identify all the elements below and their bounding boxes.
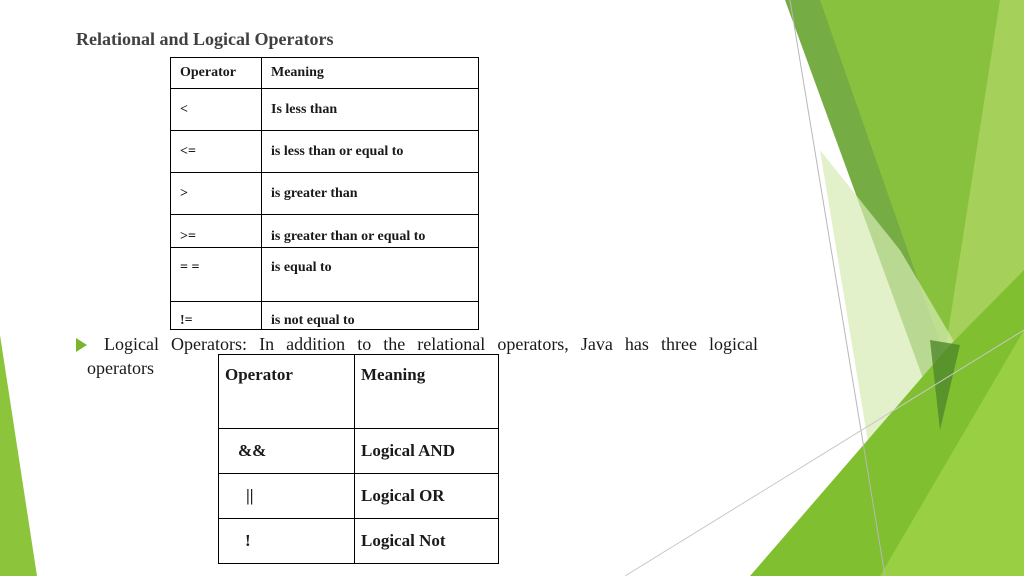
meaning-cell: is less than or equal to (262, 131, 479, 173)
header-operator: Operator (171, 58, 262, 89)
table-row (171, 131, 479, 173)
operator-cell: <= (171, 131, 262, 173)
table-row (219, 519, 499, 564)
bullet-text-line-1: Logical Operators: In addition to the relational operators, Java has three logical (104, 334, 758, 354)
meaning-cell: is greater than (262, 173, 479, 215)
operator-cell: && (219, 429, 355, 474)
table-row (171, 173, 479, 215)
meaning-cell: Logical AND (355, 429, 499, 474)
relational-operators-table (170, 57, 479, 330)
operator-cell: = = (171, 248, 262, 302)
table-row (171, 89, 479, 131)
table-row (171, 302, 479, 330)
operator-cell: < (171, 89, 262, 131)
meaning-cell: Is less than (262, 89, 479, 131)
table-row (171, 248, 479, 302)
header-operator: Operator (219, 355, 355, 429)
meaning-cell: Logical OR (355, 474, 499, 519)
table-row (171, 215, 479, 248)
operator-cell: || (219, 474, 355, 519)
table-header-row (219, 355, 499, 429)
operator-cell: ! (219, 519, 355, 564)
header-meaning: Meaning (262, 58, 479, 89)
header-meaning: Meaning (355, 355, 499, 429)
operator-cell: >= (171, 215, 262, 248)
operator-cell: > (171, 173, 262, 215)
meaning-cell: is not equal to (262, 302, 479, 330)
logical-operators-table (218, 354, 499, 564)
table-row (219, 429, 499, 474)
triangle-right-bullet-icon (76, 338, 87, 352)
meaning-cell: is greater than or equal to (262, 215, 479, 248)
table-row (219, 474, 499, 519)
meaning-cell: is equal to (262, 248, 479, 302)
meaning-cell: Logical Not (355, 519, 499, 564)
left-green-sliver (0, 335, 37, 576)
slide-title: Relational and Logical Operators (76, 29, 334, 49)
operator-cell: != (171, 302, 262, 330)
table-header-row (171, 58, 479, 89)
bullet-text-line-2: operators (87, 358, 154, 378)
